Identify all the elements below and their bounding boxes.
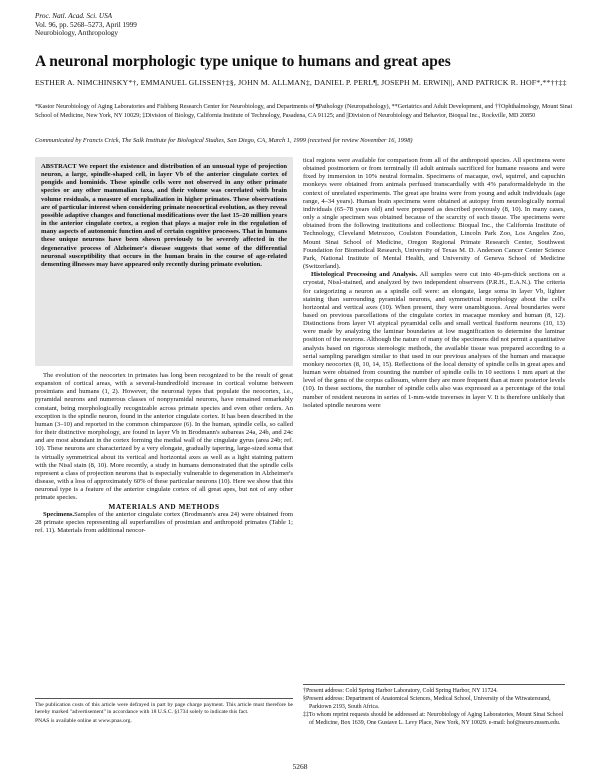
journal-header [35, 12, 137, 38]
right-column [303, 157, 565, 410]
publication-cost-note: The publication costs of this article were defrayed in part by page charge payment. This article must therefore be hereby marked "advertisement" in accordance with 18 U.S.C. §1734 solely to indicate this fact. [35, 702, 293, 715]
article-title: A neuronal morphologic type unique to humans and great apes [35, 53, 451, 70]
intro-paragraph: The evolution of the neocortex in primates has long been recognized to be the result of great expansion of cortical areas, with a several-hundredfold increase in cortical volume between prosimians and humans (1, 2). However, the neuronal types that populate the neocortex, i.e., pyramidal neurons and numerous classes of nonpyramidal neurons, have remained remarkably constant, being morphologically recognizable across primate species and even other orders. An exception is the spindle neuron, found in the anterior cingulate cortex. It has been described in the human (3–10) and reported in the common chimpanzee (6). In the human, spindle cells, so called for their distinctive morphology, are found in layer Vb in Brodmann's subareas 24a, 24b, and 24c and are most abundant in the cortex forming the medial wall of the cingulate gyrus (area 24b; ref. 10). These neurons are characterized by a very elongate, gradually tapering, large-sized soma that is virtually symmetrical about its vertical and horizontal axes as well as a light staining pattern with the Nissl stain (8, 10). More recently, a study in humans demonstrated that the spindle cells represent a class of projection neurons that is especially vulnerable to degeneration in Alzheimer's disease, with a loss of approximately 60% of these particular neurons (10). Here we show that this neuronal type is a feature of the anterior cingulate cortex of all great apes, but not of any other primate species. [35, 372, 293, 502]
left-column [35, 372, 293, 535]
journal-name: Proc. Natl. Acad. Sci. USA [35, 12, 113, 20]
author-list: ESTHER A. NIMCHINSKY*†, EMMANUEL GLISSEN†‡§, JOHN M. ALLMAN‡, DANIEL P. PERL¶, JOSEPH M. ERWIN||, AND PATRICK R. HOF*,**††‡‡ [35, 78, 567, 87]
methods-heading: MATERIALS AND METHODS [108, 502, 220, 511]
page-number: 5268 [292, 762, 308, 771]
footnote-divider-left [35, 698, 293, 699]
volume-line: Vol. 96, pp. 5268–5273, April 1999 [35, 20, 137, 29]
footnote-present-address-2: §Present address: Department of Anatomical Sciences, Medical School, University of the Witwatersrand, Parktown 2193, South Africa. [303, 696, 551, 710]
footnote-reprint-requests: ‡‡To whom reprint requests should be addressed at: Neurobiology of Aging Laboratories, Mount Sinai School of Medicine, Box 1639, One Gustave L. Levy Place, New York, NY 10029. e-mail: hof@neuro.mssm.edu. [303, 712, 564, 726]
specimens-paragraph-start [35, 511, 293, 535]
communicated-line: Communicated by Francis Crick, The Salk Institute for Biological Studies, San Diego, CA, March 1, 1999 (received for review November 16, 1998) [35, 137, 413, 144]
specimens-continuation: tical regions were available for comparison from all of the anthropoid species. All specimens were obtained postmortem or from terminally ill adult animals sacrificed for humane reasons and were fixed by immersion in 10% neutral formalin. Specimens of macaque, owl, squirrel, and capuchin monkeys were obtained from animals perfused transcardially with 4% paraformaldehyde in the context of unrelated experiments. The great ape brains were from young and adult individuals (age range, 4–34 years). Human brain specimens were obtained at autopsy from neurologically normal individuals (65–78 years old) and were prepared as described previously (8, 10). In many cases, only a single specimen was obtained because of the scarcity of such tissue. The specimens were obtained from the following institutions and collections: Bioqual Inc., the California Institute of Technology, Cleveland Metrozoo, Coulston Foundation, Lincoln Park Zoo, Los Angeles Zoo, Mount Sinai School of Medicine, Oregon Regional Primate Research Center, Southwest Foundation for Biomedical Research, University of Texas M. D. Anderson Cancer Center Science Park, National Institute of Mental Health, and University of Geneva School of Medicine (Switzerland). [303, 157, 565, 271]
pnas-online-note: PNAS is available online at www.pnas.org. [35, 717, 132, 724]
footnotes-left [35, 702, 293, 727]
histology-paragraph [303, 271, 565, 410]
abstract-box: ABSTRACT We report the existence and distribution of an unusual type of projection neuron, a large, spindle-shaped cell, in layer Vb of the anterior cingulate cortex of pongids and hominids. These spindle cells were not observed in any other primate species or any other mammalian taxa, and their volume was correlated with brain volume residuals, a measure of encephalization in higher primates. These observations are of particular interest when considering primate neocortical evolution, as they reveal possible adaptive changes and functional modifications over the last 15–20 million years in the anterior cingulate cortex, a region that plays a major role in the regulation of many aspects of autonomic function and of certain cognitive processes. That in humans these unique neurons have been shown previously to be severely affected in the degenerative process of Alzheimer's disease suggests that some of the differential neuronal susceptibility that occurs in the human brain in the course of age-related dementing illnesses may have appeared only recently during primate evolution. [35, 157, 293, 366]
footnote-present-address-1: †Present address: Cold Spring Harbor Laboratory, Cold Spring Harbor, NY 11724. [303, 688, 498, 694]
footnote-divider-right [303, 684, 565, 685]
footnotes-right [303, 688, 565, 728]
section-line: Neurobiology, Anthropology [35, 29, 118, 38]
affiliations: *Kastor Neurobiology of Aging Laboratories and Fishberg Research Center for Neurobiology, and Departments of ¶Pathology (Neuropathology), **Geriatrics and Adult Development, and ††Ophthalmology, Mount Sinai School of Medicine, New York, NY 10029; ‡Division of Biology, California Institute of Technology, Pasadena, CA 91125; and ||Division of Neurobiology and Behavior, Bioqual Inc., Rockville, MD 20850 [35, 104, 573, 119]
histology-runin: Histological Processing and Analysis. [311, 271, 418, 279]
specimens-text-part: Samples of the anterior cingulate cortex (Brodmann's area 24) were obtained from 28 primate species representing all superfamilies of prosimian and anthropoid primates (Table 1; ref. 11). Materials from additional neocor- [35, 510, 293, 534]
specimens-runin: Specimens. [43, 510, 75, 518]
histology-text: All samples were cut into 40-µm-thick sections on a cryostat, Nissl-stained, and analyzed by two independent observers (P.R.H., E.A.N.). The criteria for categorizing a neuron as a spindle cell were: an elongate, large soma in layer Vb, lighter staining than surrounding pyramidal neurons, and symmetrical morphology about the cell's horizontal and vertical axes (10). When present, they were unambiguous. Areal boundaries were based on previous parcellations of the cingulate cortex in macaque monkey and human (8, 12). Distinctions from layer VI atypical pyramidal cells and small vertical fusiform neurons (10, 13) were made by analyzing the laminar boundaries at low magnification to determine the laminar position of the neurons. Although the nature of many of the specimens did not permit a quantitative analysis based on rigorous stereologic methods, the available tissue was prepared according to a serial sampling paradigm similar to that used in our previous analyses of the human and macaque monkey neocortex (8, 10, 14, 15). Reflections of the local density of spindle cells in great apes and human were obtained from counting the number of spindle cells in 10 sections 1 mm apart at the level of the genu of the corpus callosum, where they are more frequent than at more posterior levels (10). In these sections, the number of spindle cells also was expressed as a percentage of the total number of resident neurons in series of 1-mm-wide traverses in layer V. It is therefore unlikely that isolated spindle neurons were [303, 271, 565, 409]
